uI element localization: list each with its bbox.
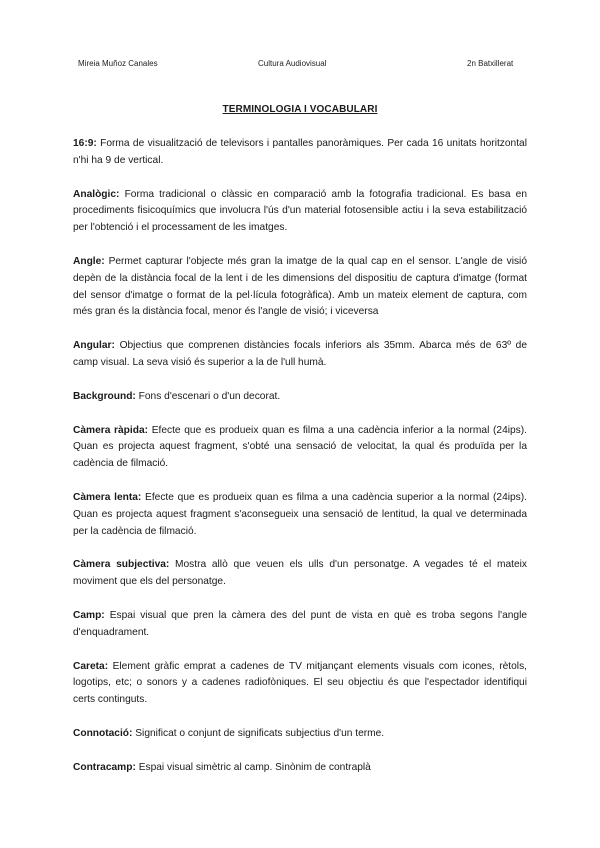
entry-definition: Espai visual que pren la càmera des del punt de vista en què es troba segons l'angle d'enquadrament. [73, 609, 527, 638]
glossary-entry [73, 726, 527, 743]
glossary-entry [73, 490, 527, 540]
entry-definition: Forma tradicional o clàssic en comparació amb la fotografia tradicional. Es basa en procediments fisicoquímics que involucra l'ús d'un material fotosensible actiu i la seva estabilització per l'obtenció i el processament de les imatges. [73, 188, 527, 234]
entry-definition: Mostra allò que veuen els ulls d'un personatge. A vegades té el mateix moviment que els del personatge. [73, 559, 527, 588]
entry-term: Càmera lenta: [73, 491, 142, 503]
entry-term: Connotació: [73, 727, 133, 739]
entry-definition: Element gràfic emprat a cadenes de TV mitjançant elements visuals com icones, rètols, logotips, etc; o sonors y a cadenes radiofòniques. El seu objectiu és que l'espectador identifiqui certs continguts. [73, 660, 527, 706]
entry-definition: Efecte que es produeix quan es filma a una cadència inferior a la normal (24ips). Quan es projecta aquest fragment, s'obté una sensació de velocitat, la qual és produïda per la cadència de filmació. [73, 424, 527, 470]
page-header [0, 59, 600, 71]
entry-term: Careta: [73, 660, 109, 672]
glossary-entry [73, 659, 527, 709]
header-subject: Cultura Audiovisual [258, 59, 327, 68]
entry-term: Angle: [73, 255, 105, 267]
glossary-entry [73, 608, 527, 642]
entry-term: Angular: [73, 340, 115, 352]
entry-definition: Permet capturar l'objecte més gran la imatge de la qual cap en el sensor. L'angle de visió depèn de la distància focal de la lent i de les dimensions del dispositiu de captura d'imatge (format del sensor d'imatge o format de la pel·lícula fotogràfica). Amb un mateix element de captura, com més gran és la distància focal, menor és l'angle de visió; i viceversa [73, 255, 527, 318]
entry-term: Contracamp: [73, 761, 136, 773]
glossary-entry [73, 254, 527, 321]
entry-definition: Efecte que es produeix quan es filma a una cadència superior a la normal (24ips). Quan es projecta aquest fragment s'aconsegueix una sensació de lentitud, la qual ve determinada per la cadència de filmació. [73, 491, 527, 537]
header-author: Mireia Muñoz Canales [78, 59, 158, 68]
entry-term: Càmera subjectiva: [73, 559, 170, 571]
entry-definition: Fons d'escenari o d'un decorat. [138, 390, 281, 402]
entry-definition: Objectius que comprenen distàncies focals inferiors als 35mm. Abarca més de 63º de camp visual. La seva visió és superior a la de l'ull humà. [73, 340, 527, 368]
glossary-entry [73, 136, 527, 170]
entry-definition: Forma de visualització de televisors i pantalles panoràmiques. Per cada 16 unitats horitzontal n'hi ha 9 de vertical. [73, 138, 527, 166]
glossary-entry [73, 389, 527, 406]
glossary-entry [73, 423, 527, 473]
glossary-list [73, 136, 527, 794]
entry-definition: Significat o conjunt de significats subjectius d'un terme. [135, 727, 385, 739]
glossary-entry [73, 557, 527, 591]
entry-term: Analògic: [73, 188, 120, 200]
header-course: 2n Batxillerat [467, 59, 514, 68]
entry-term: Background: [73, 390, 136, 402]
glossary-entry [73, 760, 527, 777]
glossary-entry [73, 187, 527, 237]
entry-definition: Espai visual simètric al camp. Sinònim de contraplà [138, 761, 371, 773]
entry-term: 16:9: [73, 138, 97, 149]
entry-term: Camp: [73, 609, 105, 621]
entry-term: Càmera ràpida: [73, 424, 149, 436]
page-title: TERMINOLOGIA I VOCABULARI [222, 104, 378, 115]
glossary-entry [73, 338, 527, 372]
